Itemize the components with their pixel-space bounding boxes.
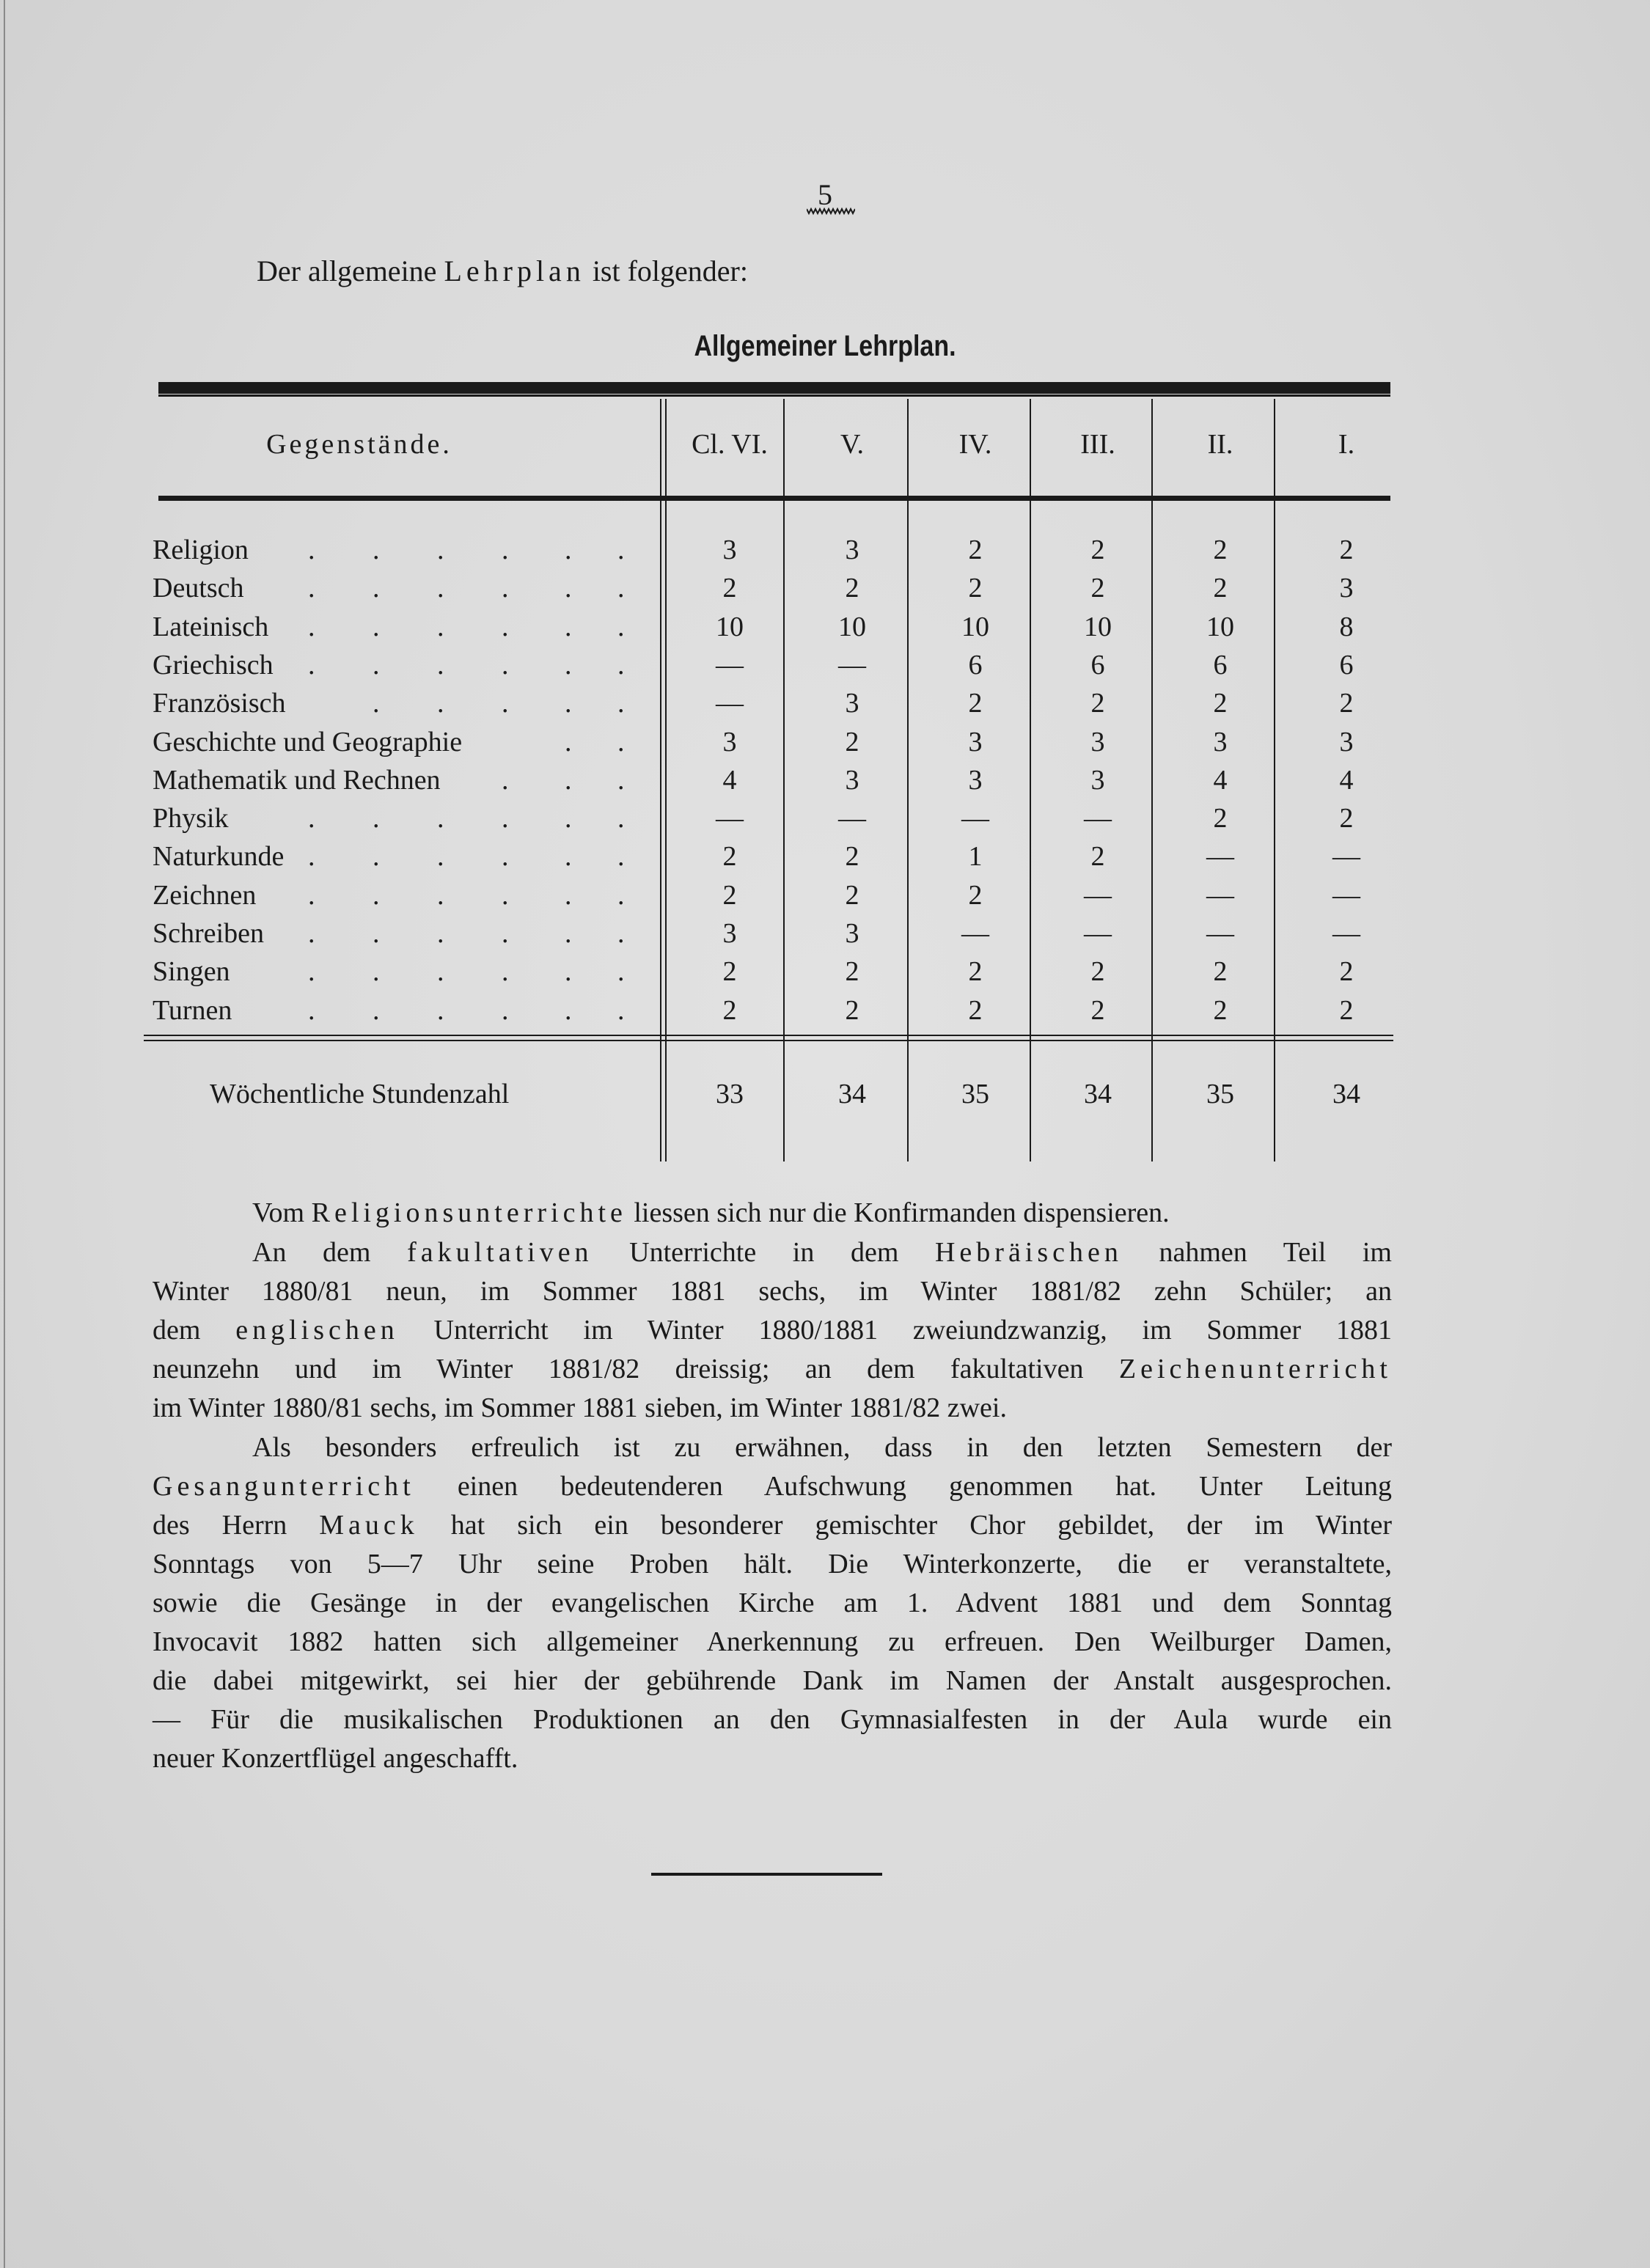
page-edge-shadow [4,0,5,2268]
text-run: Vom [252,1197,312,1228]
hours-cell: 2 [968,994,983,1026]
class-column-header: III. [1080,429,1115,460]
subject-name: Griechisch [153,649,274,680]
hours-cell: 6 [1090,649,1105,680]
class-column-header: V. [840,429,865,460]
text-run: Unterricht im Winter 1880/1881 zweiundzwanzig, im Sommer 1881 [398,1315,1392,1346]
class-column-header: Cl. VI. [692,429,768,460]
emphasized-word: Mauck [319,1510,419,1541]
leader-dot: . [565,688,572,719]
subject-name: Zeichnen [153,879,257,911]
hours-cell: 2 [1213,535,1228,565]
text-line [153,1350,1392,1389]
leader-dot: . [373,918,380,949]
leader-dot: . [617,918,625,949]
leader-dot: . [565,764,572,796]
leader-dot: . [502,535,509,565]
table-top-rule [158,382,1390,394]
hours-cell: — [716,688,744,719]
intro-emphasis-lehrplan: Lehrplan [444,254,585,287]
weekly-total-cell: 34 [1332,1079,1360,1109]
leader-dot: . [437,611,444,642]
hours-cell: 2 [845,726,859,757]
subject-column-header: Gegenstände. [266,429,452,460]
hours-cell: — [1332,879,1360,911]
leader-dot: . [502,649,509,680]
leader-dot: . [502,879,509,911]
hours-cell: 3 [845,688,859,719]
text-run: Winter 1880/81 neun, im Sommer 1881 sechs, im Winter 1881/82 zehn Schüler; an [153,1276,1392,1307]
subject-name: Singen [153,956,230,988]
hours-cell: 3 [722,726,737,757]
hours-cell: 10 [1206,611,1234,642]
leader-dot: . [308,841,315,873]
text-run: Invocavit 1882 hatten sich allgemeiner Anerkennung zu erfreuen. Den Weilburger Damen, [153,1626,1392,1657]
leader-dot: . [502,611,509,642]
subject-name: Naturkunde [153,841,285,873]
leader-dot: . [502,841,509,873]
leader-dot: . [617,841,625,873]
leader-dot: . [617,688,625,719]
hours-cell: 3 [1090,726,1105,757]
hours-cell: — [1084,879,1112,911]
table-top-rule-thin [158,394,1390,397]
text-run: liessen sich nur die Konfirmanden dispensieren. [626,1197,1170,1228]
leader-dot: . [373,688,380,719]
hours-cell: 2 [968,573,983,604]
page-number: 5 [818,178,832,211]
subject-name: Physik [153,803,229,834]
hours-cell: 2 [968,956,983,988]
leader-dot: . [437,841,444,873]
hours-cell: 10 [838,611,866,642]
leader-dot: . [617,956,625,988]
leader-dot: . [617,649,625,680]
table-title: Allgemeiner Lehrplan. [694,330,956,362]
leader-dot: . [565,956,572,988]
hours-cell: 3 [722,535,737,565]
hours-cell: 2 [1090,688,1105,719]
intro-text-before: Der allgemeine [257,254,444,287]
leader-dot: . [373,841,380,873]
text-run: die dabei mitgewirkt, sei hier der gebührende Dank im Namen der Anstalt ausgesprochen. [153,1665,1392,1696]
hours-cell: 2 [1339,956,1354,988]
hours-cell: 2 [722,994,737,1026]
text-run: neunzehn und im Winter 1881/82 dreissig; an dem fakultativen [153,1354,1119,1384]
leader-dot: . [617,611,625,642]
weekly-total-cell: 33 [716,1079,744,1109]
text-run: im Winter 1880/81 sechs, im Sommer 1881 sieben, im Winter 1881/82 zwei. [153,1392,1007,1423]
text-line [153,1506,1392,1545]
leader-dot: . [308,573,315,604]
hours-cell: 6 [1213,649,1228,680]
leader-dot: . [502,803,509,834]
leader-dot: . [437,879,444,911]
hours-cell: 4 [1339,764,1354,796]
hours-cell: — [1084,918,1112,949]
hours-cell: 3 [845,535,859,565]
hours-cell: 8 [1339,611,1354,642]
hours-cell: 2 [845,994,859,1026]
totals-rule-lower [144,1040,1393,1041]
emphasized-word: fakultativen [407,1237,593,1268]
leader-dot: . [437,535,444,565]
subject-name: Französisch [153,688,286,719]
leader-dot: . [437,803,444,834]
hours-cell: 2 [1339,688,1354,719]
text-line [153,1272,1392,1311]
leader-dot: . [502,688,509,719]
hours-cell: 2 [1213,688,1228,719]
hours-cell: 2 [1090,841,1105,873]
leader-dot: . [502,573,509,604]
leader-dot: . [437,994,444,1026]
hours-cell: — [1332,918,1360,949]
column-divider [665,399,667,1161]
leader-dot: . [617,879,625,911]
leader-dot: . [565,649,572,680]
hours-cell: — [716,803,744,834]
hours-cell: 10 [716,611,744,642]
leader-dot: . [502,764,509,796]
hours-cell: — [1084,803,1112,834]
emphasized-word: Religionsunterrichte [311,1197,627,1228]
hours-cell: 2 [1213,956,1228,988]
hours-cell: 2 [1339,994,1354,1026]
text-line [153,1700,1392,1739]
hours-cell: 6 [1339,649,1354,680]
leader-dot: . [617,764,625,796]
leader-dot: . [502,918,509,949]
emphasized-word: Hebräischen [934,1237,1123,1268]
hours-cell: 3 [845,764,859,796]
hours-cell: 2 [845,956,859,988]
hours-cell: 2 [845,573,859,604]
hours-cell: 6 [968,649,983,680]
text-line [153,1584,1392,1623]
leader-dot: . [617,994,625,1026]
leader-dot: . [565,611,572,642]
text-line [153,1311,1392,1350]
leader-dot: . [437,956,444,988]
text-line [153,1233,1392,1272]
text-run: sowie die Gesänge in der evangelischen Kirche am 1. Advent 1881 und dem Sonntag [153,1588,1392,1618]
leader-dot: . [373,573,380,604]
body-paragraph [153,1233,1392,1428]
hours-cell: 2 [1090,535,1105,565]
hours-cell: 2 [722,956,737,988]
hours-cell: 3 [1213,726,1228,757]
hours-cell: 3 [845,918,859,949]
leader-dot: . [373,879,380,911]
emphasized-word: Gesangunterricht [153,1471,415,1502]
subject-name: Mathematik und Rechnen [153,764,441,796]
text-run: An dem [252,1237,408,1268]
leader-dot: . [502,956,509,988]
subject-name: Geschichte und Geographie [153,726,463,757]
leader-dot: . [502,994,509,1026]
leader-dot: . [437,649,444,680]
leader-dot: . [373,649,380,680]
class-column-header: I. [1338,429,1355,460]
hours-cell: 2 [1213,994,1228,1026]
subject-name: Deutsch [153,573,244,604]
leader-dot: . [617,573,625,604]
weekly-hours-label: Wöchentliche Stundenzahl [210,1079,510,1109]
subject-name: Schreiben [153,918,264,949]
leader-dot: . [373,611,380,642]
leader-dot: . [437,918,444,949]
hours-cell: 3 [968,726,983,757]
body-paragraph [153,1194,1392,1233]
leader-dot: . [565,726,572,757]
text-line [153,1739,1392,1778]
text-run: einen bedeutenderen Aufschwung genommen hat. Unter Leitung [414,1471,1392,1502]
hours-cell: 2 [1090,994,1105,1026]
text-line [153,1467,1392,1506]
leader-dot: . [373,535,380,565]
hours-cell: 2 [845,841,859,873]
text-line [153,1662,1392,1700]
leader-dot: . [617,803,625,834]
text-line [153,1428,1392,1467]
leader-dot: . [373,956,380,988]
hours-cell: 2 [722,841,737,873]
hours-cell: 2 [1213,803,1228,834]
leader-dot: . [373,803,380,834]
totals-rule-upper [144,1035,1393,1036]
leader-dot: . [373,994,380,1026]
subject-name: Religion [153,535,249,565]
leader-dot: . [565,994,572,1026]
leader-dot: . [308,803,315,834]
text-run: — Für die musikalischen Produktionen an den Gymnasialfesten in der Aula wurde ein [153,1704,1392,1735]
leader-dot: . [437,573,444,604]
hours-cell: 2 [1213,573,1228,604]
hours-cell: — [961,803,989,834]
leader-dot: . [308,994,315,1026]
text-line [153,1194,1392,1233]
weekly-total-cell: 34 [1084,1079,1112,1109]
hours-cell: 3 [1339,726,1354,757]
hours-cell: 3 [1090,764,1105,796]
hours-cell: 2 [968,535,983,565]
leader-dot: . [308,918,315,949]
hours-cell: 2 [845,879,859,911]
hours-cell: 10 [961,611,989,642]
leader-dot: . [565,841,572,873]
weekly-total-cell: 35 [961,1079,989,1109]
hours-cell: 10 [1084,611,1112,642]
hours-cell: 3 [968,764,983,796]
intro-sentence [257,254,748,288]
hours-cell: — [1206,918,1234,949]
hours-cell: 2 [968,688,983,719]
hours-cell: — [961,918,989,949]
hours-cell: 2 [1339,803,1354,834]
hours-cell: 2 [1339,535,1354,565]
leader-dot: . [565,803,572,834]
leader-dot: . [565,918,572,949]
hours-cell: 2 [1090,956,1105,988]
hours-cell: 2 [722,879,737,911]
leader-dot: . [308,611,315,642]
wavy-underline-ornament [807,207,855,216]
text-line [153,1389,1392,1428]
hours-cell: 1 [968,841,983,873]
column-divider [660,399,661,1161]
hours-cell: — [1206,841,1234,873]
weekly-total-cell: 34 [838,1079,866,1109]
hours-cell: 2 [968,879,983,911]
text-run: dem [153,1315,236,1346]
hours-cell: 2 [1090,573,1105,604]
leader-dot: . [617,535,625,565]
hours-cell: 3 [1339,573,1354,604]
text-line [153,1545,1392,1584]
body-paragraph [153,1428,1392,1778]
subject-name: Lateinisch [153,611,269,642]
hours-cell: — [1206,879,1234,911]
leader-dot: . [565,879,572,911]
hours-cell: 4 [1213,764,1228,796]
intro-text-after: ist folgender: [584,254,748,287]
class-column-header: IV. [958,429,992,460]
hours-cell: — [1332,841,1360,873]
leader-dot: . [565,573,572,604]
subject-name: Turnen [153,994,232,1026]
hours-cell: 2 [722,573,737,604]
leader-dot: . [437,688,444,719]
weekly-total-cell: 35 [1206,1079,1234,1109]
closing-rule [651,1873,882,1876]
leader-dot: . [617,726,625,757]
header-bottom-rule [158,496,1390,501]
leader-dot: . [308,535,315,565]
text-run: Als besonders erfreulich ist zu erwähnen, dass in den letzten Semestern der [252,1432,1392,1463]
hours-cell: — [838,803,866,834]
hours-cell: 4 [722,764,737,796]
hours-cell: 3 [722,918,737,949]
text-run: hat sich ein besonderer gemischter Chor gebildet, der im Winter [418,1510,1392,1541]
text-run: nahmen Teil im [1122,1237,1392,1268]
text-line [153,1623,1392,1662]
emphasized-word: Zeichenunterricht [1118,1354,1392,1384]
text-run: Sonntags von 5—7 Uhr seine Proben hält. Die Winterkonzerte, die er veranstaltete, [153,1549,1392,1579]
leader-dot: . [565,535,572,565]
leader-dot: . [308,649,315,680]
text-run: des Herrn [153,1510,320,1541]
leader-dot: . [308,956,315,988]
text-run: Unterrichte in dem [593,1237,935,1268]
hours-cell: — [716,649,744,680]
hours-cell: — [838,649,866,680]
text-run: neuer Konzertflügel angeschafft. [153,1743,518,1774]
class-column-header: II. [1207,429,1233,460]
emphasized-word: englischen [235,1315,399,1346]
leader-dot: . [308,879,315,911]
